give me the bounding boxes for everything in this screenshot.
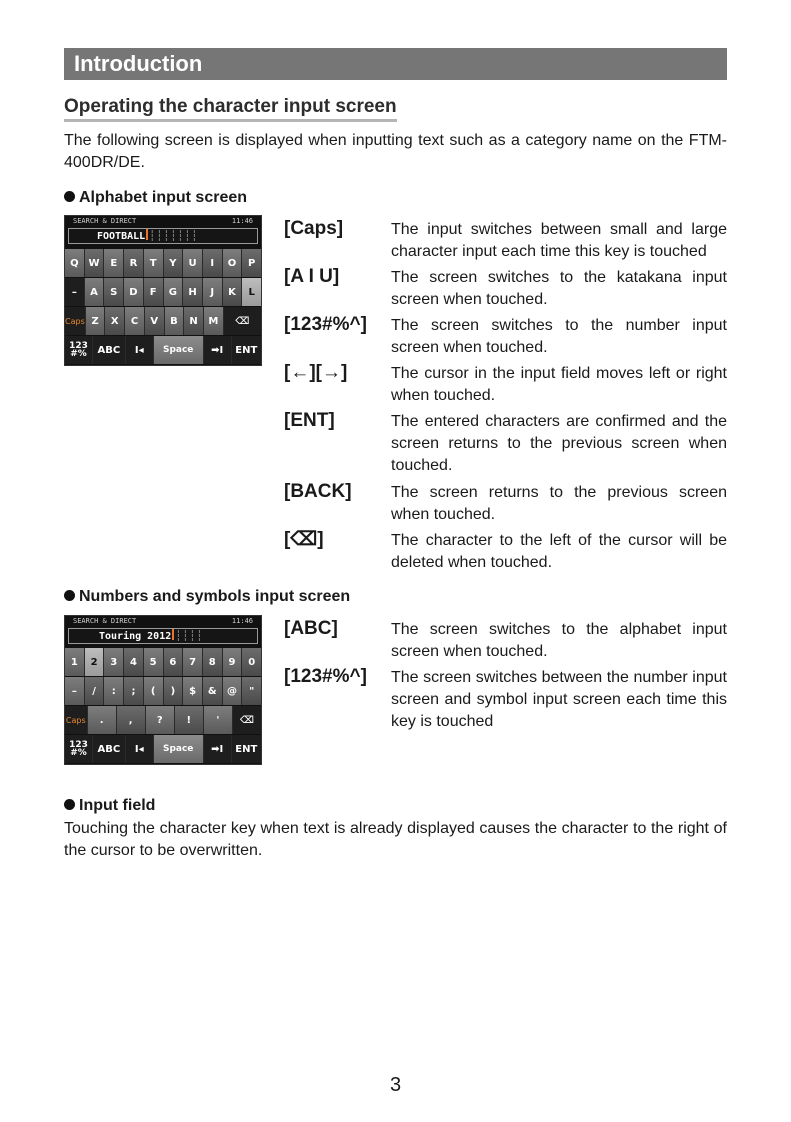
cursor-right-icon: ➡I [204,735,232,763]
key: 4 [124,648,144,676]
desc-caps: The input switches between small and large character input each time this key is touched [391,221,727,260]
key-row-3 [65,307,261,335]
alphabet-heading-text: Alphabet input screen [79,189,248,206]
key: 9 [223,648,243,676]
input-field-heading-text: Input field [79,797,156,814]
alphabet-heading [64,188,247,208]
key-row-4 [65,336,261,364]
ent-key: ENT [232,336,261,364]
key: G [164,278,184,306]
desc-number-symbol: The screen switches between the number input screen and symbol input screen each time this key is touched [391,669,727,730]
page-number: 3 [389,1074,402,1096]
key: T [144,249,164,277]
input-field [68,628,258,644]
key: M [204,307,224,335]
key: 0 [242,648,261,676]
caps-key: Caps [65,706,88,734]
key: A [85,278,105,306]
term-caps: [Caps] [284,218,344,239]
key: – [65,677,85,705]
key-row-4 [65,735,261,763]
input-field-text: Touring 2012 [99,631,172,642]
term-number-symbol: [123#%^] [284,666,367,687]
key: 3 [104,648,124,676]
input-field [68,228,258,244]
key: " [242,677,261,705]
bullet-icon [64,191,75,202]
ent-key: ENT [232,735,261,763]
intro-paragraph: The following screen is displayed when inputting text such as a category name on the FTM-400DR/DE. [64,132,727,171]
cursor-right-icon: ➡I [204,336,232,364]
key: @ [223,677,243,705]
page-heading [64,96,397,118]
term-back: [BACK] [284,481,352,502]
key: B [165,307,185,335]
key: ; [124,677,144,705]
key: E [104,249,124,277]
key: K [223,278,243,306]
space-key: Space [154,336,204,364]
desc-abc: The screen switches to the alphabet input screen when touched. [391,621,727,660]
desc-back: The screen returns to the previous screen when touched. [391,484,727,523]
abc-key: ABC [93,336,126,364]
key: & [203,677,223,705]
key: I [203,249,223,277]
key: D [124,278,144,306]
desc-aiu: The screen switches to the katakana input screen when touched. [391,269,727,308]
key: Y [164,249,184,277]
key: W [85,249,105,277]
cursor-left-icon: I◂ [126,735,154,763]
cursor-icon [146,229,148,240]
number-mode-label: 123 #% [69,740,88,758]
key: ! [175,706,204,734]
key: : [104,677,124,705]
number-mode-label: 123 #% [69,341,88,359]
key: , [117,706,146,734]
key: $ [183,677,203,705]
heading-underline [64,119,397,122]
numbers-heading [64,587,350,607]
caps-key: Caps [65,307,86,335]
key: P [242,249,261,277]
key: . [88,706,117,734]
key: ? [146,706,175,734]
key: L [242,278,261,306]
screen-status-bar [65,216,261,227]
key-row-2 [65,278,261,306]
key: ) [164,677,184,705]
key: 7 [183,648,203,676]
key: – [65,278,85,306]
section-banner: Introduction [64,48,727,80]
key: 8 [203,648,223,676]
input-field-paragraph: Touching the character key when text is already displayed causes the character to the right of the cursor to be overwritten. [64,820,727,859]
key: N [184,307,204,335]
key: 6 [164,648,184,676]
numbers-screen-image [64,615,262,765]
bullet-icon [64,799,75,810]
term-abc: [ABC] [284,618,338,639]
page-heading-text: Operating the character input screen [64,96,397,117]
term-ent: [ENT] [284,410,335,431]
key: S [104,278,124,306]
key-row-1 [65,249,261,277]
term-aiu: [A I U] [284,266,340,287]
key: ' [204,706,233,734]
screen-status-bar [65,616,261,627]
backspace-icon: ⌫ [233,706,261,734]
desc-ent: The entered characters are confirmed and the screen returns to the previous screen when touched. [391,413,727,474]
number-mode-key [65,735,93,763]
space-key: Space [154,735,204,763]
key-row-2 [65,677,261,705]
alphabet-screen-image [64,215,262,366]
backspace-icon: ⌫ [224,307,261,335]
cursor-left-icon: I◂ [126,336,154,364]
desc-cursor-arrows: The cursor in the input field moves left or right when touched. [391,365,727,404]
desc-number-mode: The screen switches to the number input screen when touched. [391,317,727,356]
key: J [203,278,223,306]
key: V [145,307,165,335]
term-cursor-arrows: [←][→] [284,362,348,383]
input-placeholder-dots: ┆┆┆┆ [175,631,204,642]
key: O [223,249,243,277]
input-field-heading [64,796,155,816]
key: C [125,307,145,335]
key: H [183,278,203,306]
key-row-1 [65,648,261,676]
abc-key: ABC [93,735,126,763]
key: 1 [65,648,85,676]
screen-mode-label: SEARCH & DIRECT [73,217,137,225]
numbers-heading-text: Numbers and symbols input screen [79,588,351,605]
key: 5 [144,648,164,676]
key: Q [65,249,85,277]
key: 2 [85,648,105,676]
key: ( [144,677,164,705]
screen-clock: 11:46 [231,617,253,625]
number-mode-key [65,336,93,364]
key: R [124,249,144,277]
key: F [144,278,164,306]
term-backspace: [⌫] [284,529,324,550]
screen-mode-label: SEARCH & DIRECT [73,617,137,625]
key: X [105,307,125,335]
key: / [85,677,105,705]
input-field-text: FOOTBALL [97,231,146,242]
key: U [183,249,203,277]
input-placeholder-dots: ┆┆┆┆┆┆┆ [149,231,199,242]
screen-clock: 11:46 [231,217,253,225]
key: Z [86,307,106,335]
term-number-mode: [123#%^] [284,314,367,335]
desc-backspace: The character to the left of the cursor will be deleted when touched. [391,532,727,571]
bullet-icon [64,590,75,601]
key-row-3 [65,706,261,734]
cursor-icon [172,629,174,640]
